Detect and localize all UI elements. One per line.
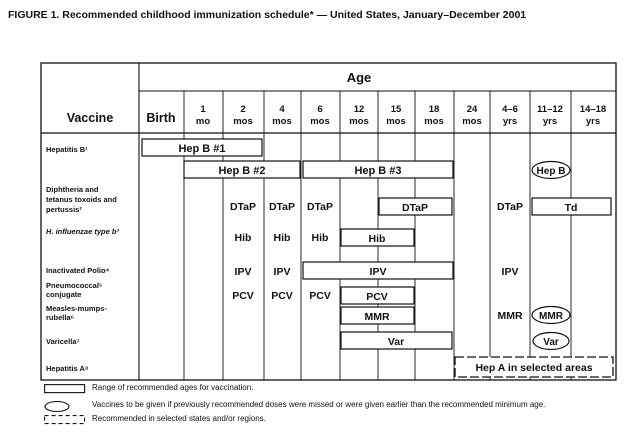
dose-label-mmr-4-6yrs: MMR [497, 310, 523, 322]
dose-label-hepb1: Hep B #1 [178, 143, 226, 155]
vaccine-name-polio: Inactivated Polio⁴ [46, 266, 110, 275]
age-label-12mos-unit: mos [349, 116, 369, 127]
legend-range-symbol [44, 384, 86, 394]
age-label-12mos: 12 [353, 104, 365, 115]
dose-label-mmr-catchup: MMR [539, 311, 563, 322]
age-label-18mos: 18 [428, 104, 440, 115]
dose-label-ipv-4mos: IPV [273, 266, 291, 278]
age-label-4mos: 4 [279, 104, 285, 115]
age-label-14-18yrs-unit: yrs [585, 116, 601, 127]
vaccine-header: Vaccine [66, 111, 114, 125]
dose-label-hepb3: Hep B #3 [354, 165, 402, 177]
vaccine-name-dtap-line3: pertussis² [46, 205, 82, 214]
vaccine-name-mmr: Measles-mumps- [46, 304, 107, 313]
vaccine-name-mmr-line2: rubella⁶ [46, 313, 75, 322]
age-label-15mos: 15 [390, 104, 402, 115]
dose-label-hib-2mos: Hib [234, 232, 252, 244]
figure-title: FIGURE 1. Recommended childhood immunization schedule* — United States, January–December 2001 [8, 9, 527, 21]
age-label-11-12yrs: 11–12 [537, 104, 563, 115]
vaccine-name-pcv-line2: conjugate [46, 290, 82, 299]
legend-catchup-symbol [44, 401, 74, 413]
dose-label-ipv-4-6yrs: IPV [501, 266, 519, 278]
age-label-1mo-unit: mo [195, 116, 211, 127]
age-label-24mos-unit: mos [462, 116, 482, 127]
age-label-14-18yrs: 14–18 [579, 104, 607, 115]
legend-catchup-text: Vaccines to be given if previously recommended doses were missed or were given earlier than the recommended minimum age. [92, 400, 546, 409]
vaccine-name-pcv: Pneumococcal⁵ [46, 281, 103, 290]
age-label-4mos-unit: mos [272, 116, 292, 127]
dose-label-hepa: Hep A in selected areas [475, 362, 593, 374]
dose-label-dtap-4-6yrs: DTaP [496, 201, 524, 213]
age-label-1mo: 1 [200, 104, 206, 115]
dose-label-hib-6mos: Hib [311, 232, 329, 244]
legend-range-text: Range of recommended ages for vaccination. [92, 383, 254, 392]
age-label-18mos-unit: mos [424, 116, 444, 127]
dose-label-hepb2: Hep B #2 [218, 165, 266, 177]
vaccine-name-hepb: Hepatitis B¹ [46, 145, 88, 154]
legend-selected-text: Recommended in selected states and/or regions. [92, 414, 266, 423]
age-label-2mos-unit: mos [233, 116, 253, 127]
dose-label-pcv-6mos: PCV [309, 290, 331, 302]
dose-label-td: Td [564, 202, 578, 214]
dose-label-dtap-4mos: DTaP [268, 201, 296, 213]
dose-label-pcv-2mos: PCV [232, 290, 254, 302]
legend-selected-symbol [44, 415, 86, 425]
vaccine-name-hib: H. influenzae type b³ [46, 227, 119, 236]
dose-label-pcv-12-15mos: PCV [366, 291, 388, 303]
age-label-2mos: 2 [240, 104, 246, 115]
dose-label-hib-4mos: Hib [273, 232, 291, 244]
dose-label-ipv-6-18mos: IPV [369, 266, 387, 278]
age-header: Age [346, 70, 372, 85]
dose-label-dtap-6mos: DTaP [306, 201, 334, 213]
vaccine-name-varicella: Varicella⁷ [46, 337, 80, 346]
age-label-4-6yrs-unit: yrs [502, 116, 518, 127]
vaccine-name-hepa: Hepatitis A⁸ [46, 364, 89, 373]
vaccine-name-dtap: Diphtheria and [46, 185, 99, 194]
age-label-4-6yrs: 4–6 [502, 104, 518, 115]
vaccine-name-dtap-line2: tetanus toxoids and [46, 195, 117, 204]
age-label-15mos-unit: mos [386, 116, 406, 127]
age-label-6mos-unit: mos [310, 116, 330, 127]
dose-label-ipv-2mos: IPV [234, 266, 252, 278]
age-label-6mos: 6 [317, 104, 323, 115]
age-label-24mos: 24 [466, 104, 478, 115]
dose-label-dtap-15-18mos: DTaP [401, 202, 429, 214]
dose-label-hepb-catchup: Hep B [536, 166, 566, 177]
dose-label-pcv-4mos: PCV [271, 290, 293, 302]
birth-header: Birth [146, 111, 176, 125]
dose-label-dtap-2mos: DTaP [229, 201, 257, 213]
dose-label-var-catchup: Var [543, 337, 559, 348]
dose-label-hib-12-15mos: Hib [368, 233, 386, 245]
age-label-11-12yrs-unit: yrs [542, 116, 558, 127]
dose-label-mmr-12-15mos: MMR [364, 311, 390, 323]
dose-label-var: Var [387, 336, 405, 348]
